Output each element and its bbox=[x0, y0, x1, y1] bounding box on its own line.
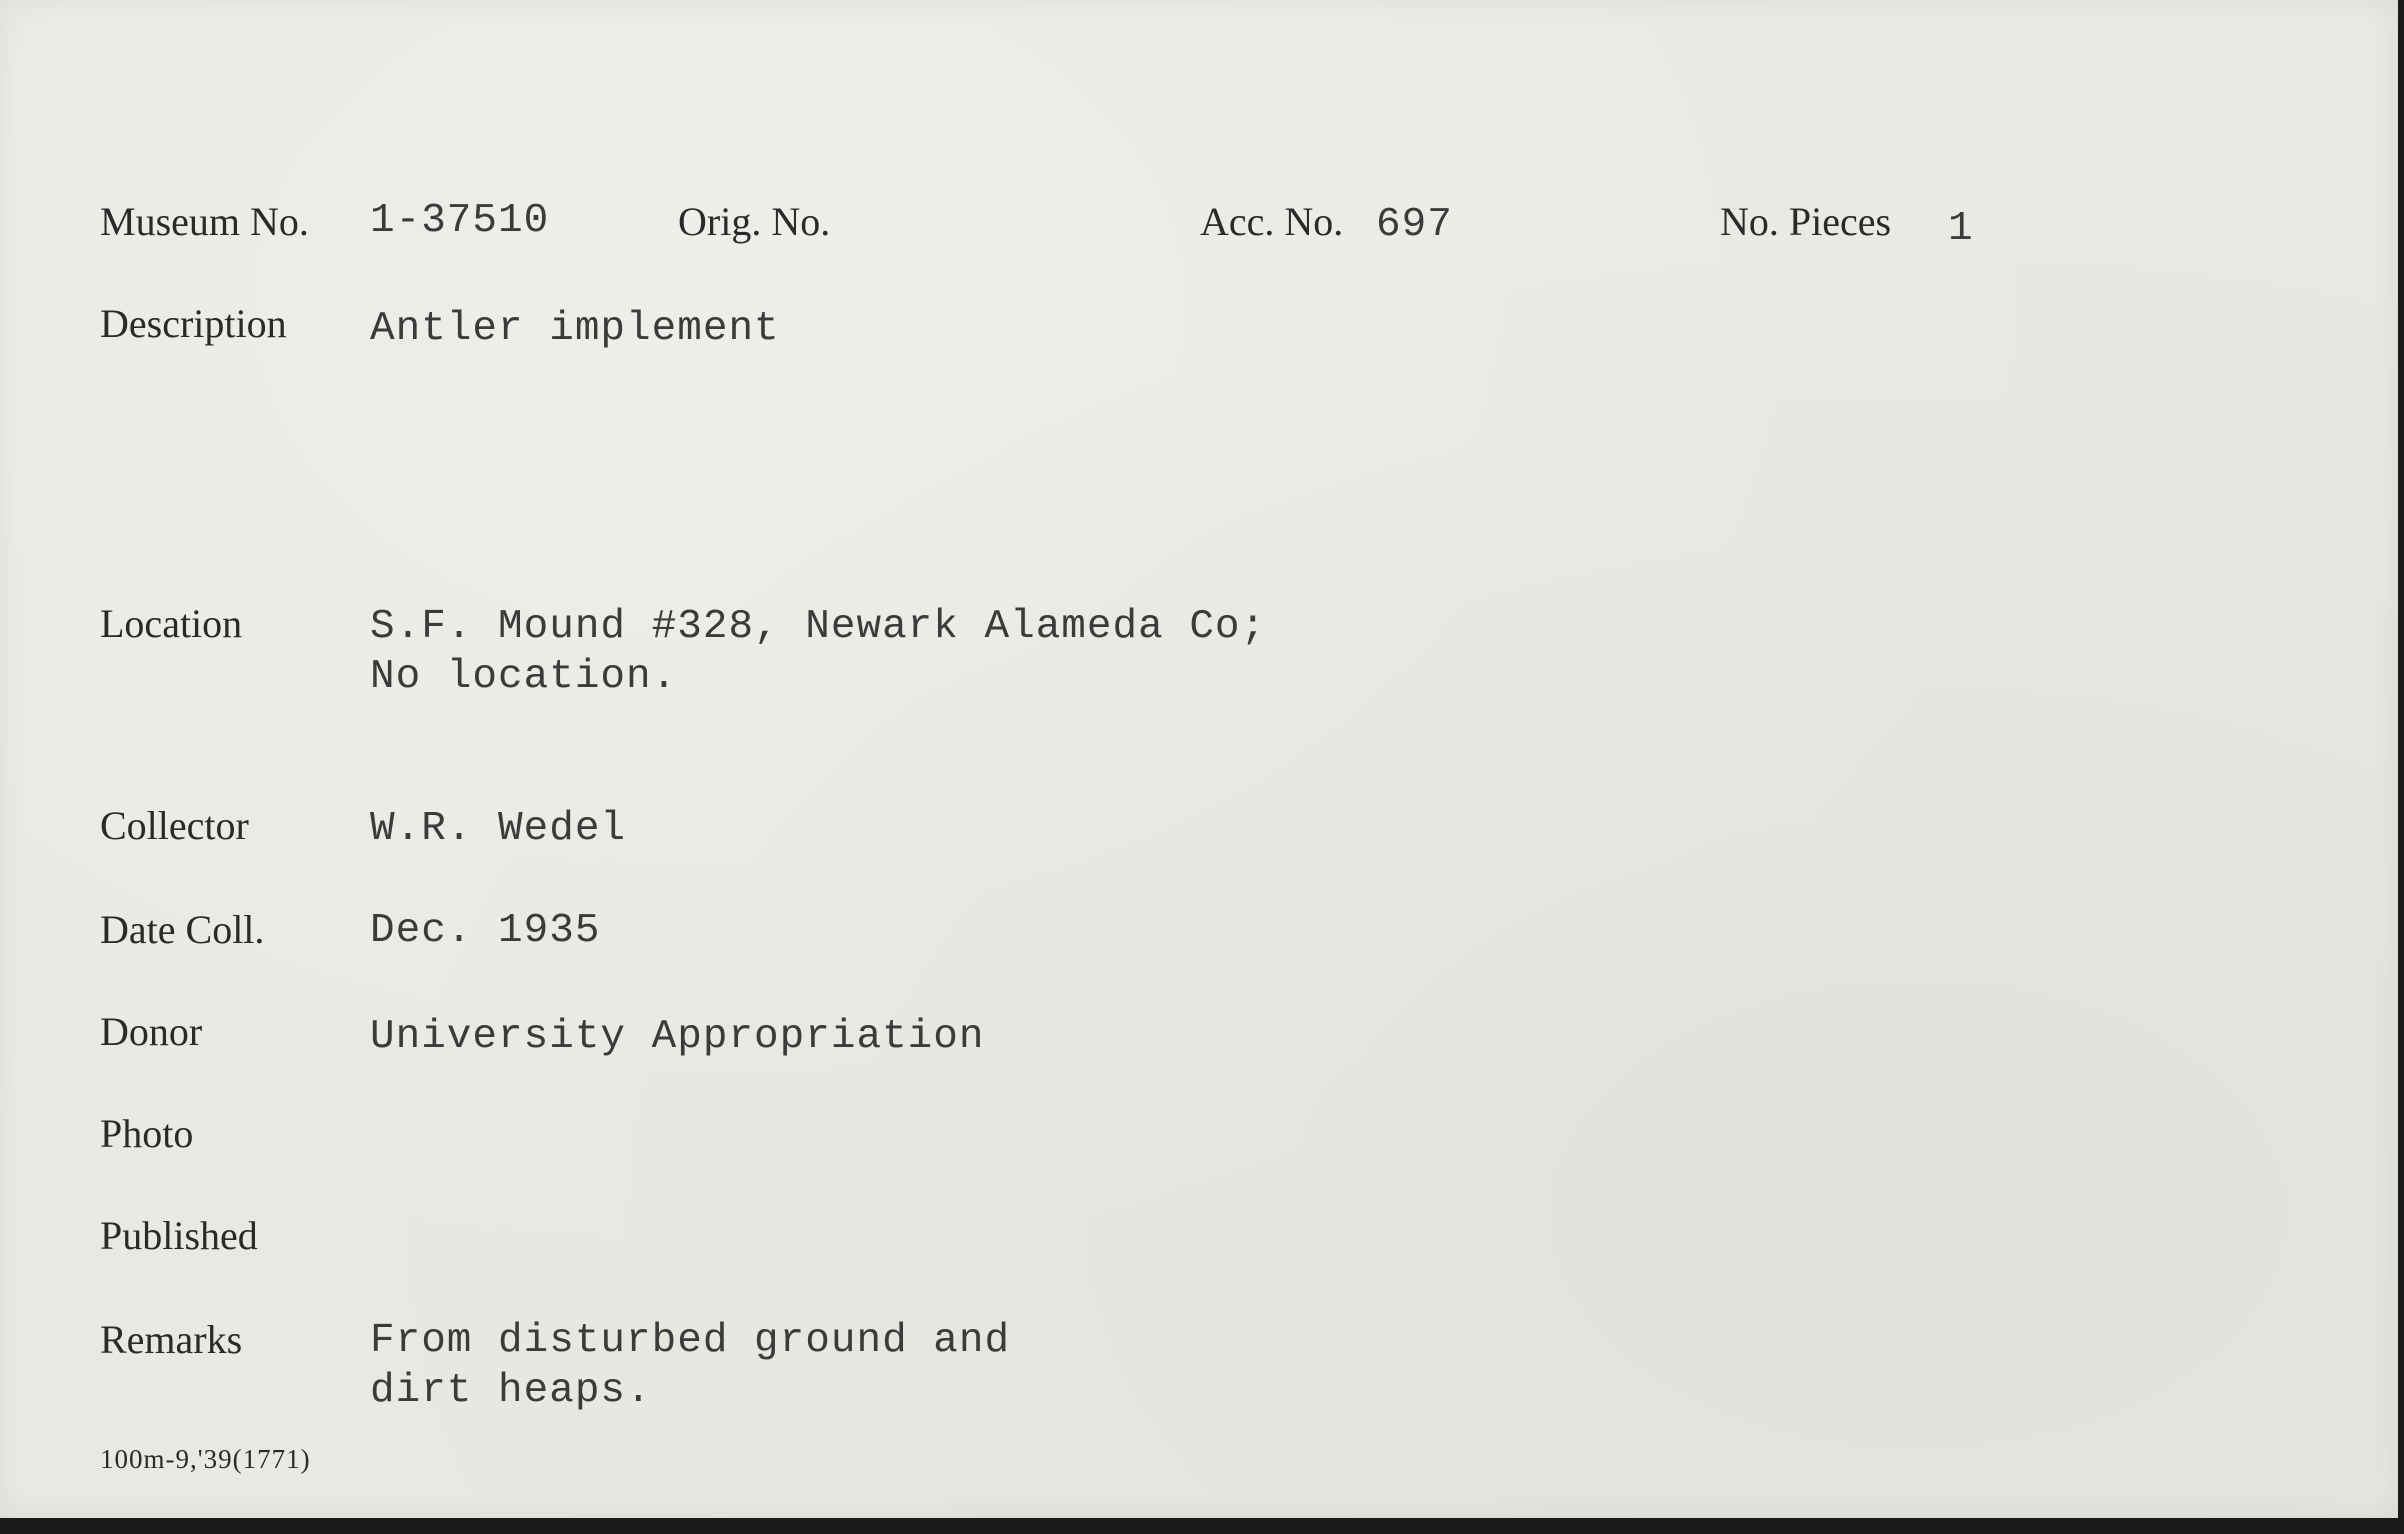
location-value bbox=[370, 602, 1266, 702]
photo-label: Photo bbox=[100, 1111, 194, 1156]
remarks-label: Remarks bbox=[100, 1317, 243, 1362]
description-label: Description bbox=[100, 301, 287, 346]
no-pieces-value: 1 bbox=[1948, 206, 1974, 252]
acc-no-label: Acc. No. bbox=[1200, 199, 1344, 244]
no-pieces-label: No. Pieces bbox=[1720, 199, 1892, 244]
date-coll-label: Date Coll. bbox=[100, 907, 265, 952]
donor-label: Donor bbox=[100, 1009, 203, 1054]
museum-no-label: Museum No. bbox=[100, 199, 309, 244]
collector-value: W.R. Wedel bbox=[370, 806, 627, 852]
orig-no-label: Orig. No. bbox=[678, 199, 831, 244]
description-value: Antler implement bbox=[370, 306, 780, 352]
remarks-line-2: dirt heaps. bbox=[370, 1368, 652, 1414]
remarks-value bbox=[370, 1316, 1010, 1416]
acc-no-value: 697 bbox=[1376, 202, 1453, 248]
location-label: Location bbox=[100, 601, 243, 646]
collector-label: Collector bbox=[100, 803, 249, 848]
location-line-2: No location. bbox=[370, 654, 678, 700]
donor-value: University Appropriation bbox=[370, 1014, 985, 1060]
location-line-1: S.F. Mound #328, Newark Alameda Co; bbox=[370, 604, 1267, 650]
date-coll-value: Dec. 1935 bbox=[370, 908, 601, 954]
remarks-line-1: From disturbed ground and bbox=[370, 1318, 1011, 1364]
museum-no-value: 1-37510 bbox=[370, 198, 550, 244]
published-label: Published bbox=[100, 1213, 258, 1258]
form-code: 100m-9,'39(1771) bbox=[100, 1444, 311, 1474]
